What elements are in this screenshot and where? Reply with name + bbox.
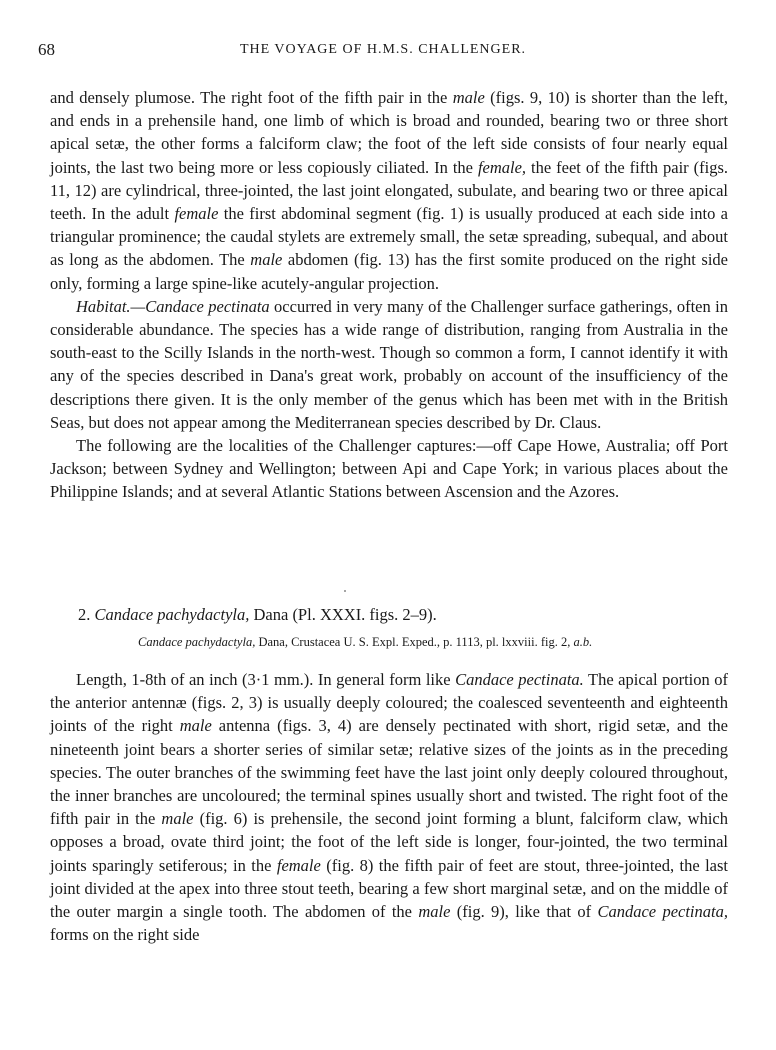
separator-dot xyxy=(344,590,346,592)
species-heading-block xyxy=(50,603,728,651)
paragraph-species-description: Length, 1-8th of an inch (3·1 mm.). In general form like Candace pectinata. The apical portion of the anterior antennæ (figs. 2, 3) is usually deeply coloured; the coalesced seventeenth and eighteenth joints of the right male antenna (figs. 3, 4) are densely pectinated with short, rigid setæ, and the nineteenth joint bears a shorter series of similar setæ; relative sizes of the joints as in the preceding species. The outer branches of the swimming feet have the last joint only deeply coloured throughout, the inner branches are uncoloured; the terminal spines usually short and twisted. The right foot of the fifth pair in the male (fig. 6) is prehensile, the second joint forming a blunt, falciform claw, which opposes a broad, ovate third joint; the foot of the left side is longer, four-jointed, the two terminal joints sparingly setiferous; in the female (fig. 8) the fifth pair of feet are stout, three-jointed, the last joint divided at the apex into three stout teeth, bearing a few short marginal setæ, and on the middle of the outer margin a single tooth. The abdomen of the male (fig. 9), like that of Candace pectinata, forms on the right side xyxy=(50,670,729,945)
body-text-upper xyxy=(50,86,728,504)
page-number: 68 xyxy=(38,40,55,59)
body-text-lower xyxy=(50,668,728,946)
running-title: THE VOYAGE OF H.M.S. CHALLENGER. xyxy=(239,42,527,57)
synonymy-reference: Candace pachydactyla, Dana, Crustacea U. S. Expl. Exped., p. 1113, pl. lxxviii. fig. 2, a.b. xyxy=(138,635,593,649)
paragraph-habitat: Habitat.—Candace pectinata occurred in very many of the Challenger surface gatherings, often in considerable abundance. The species has a wide range of distribution, ranging from Australia in the south-east to the Scilly Islands in the north-west. Though so common a form, I cannot identify it with any of the species described in Dana's great work, probably on account of the insufficiency of the descriptions there given. It is the only member of the genus which has been met with in the British Seas, but does not appear among the Mediterranean species described by Dr. Claus. xyxy=(50,296,728,432)
page-header xyxy=(38,40,728,64)
paragraph-description-continued: and densely plumose. The right foot of the fifth pair in the male (figs. 9, 10) is shorter than the left, and ends in a prehensile hand, one limb of which is broad and rounded, bearing two or three short apical setæ, the other forms a falciform claw; the foot of the left side consists of four nearly equal joints, the last two being more or less copiously ciliated. In the female, the feet of the fifth pair (figs. 11, 12) are cylindrical, three-jointed, the last joint elongated, subulate, and bearing two or three apical teeth. In the adult female the first abdominal segment (fig. 1) is usually produced at each side into a triangular prominence; the caudal stylets are extremely small, the setæ spreading, subequal, and about as long as the abdomen. The male abdomen (fig. 13) has the first somite produced on the right side only, forming a large spine-like acutely-angular projection. xyxy=(50,88,729,293)
species-heading: 2. Candace pachydactyla, Dana (Pl. XXXI. figs. 2–9). xyxy=(78,605,437,624)
paragraph-localities: The following are the localities of the Challenger captures:—off Cape Howe, Australia; off Port Jackson; between Sydney and Wellington; between Api and Cape York; in various places about the Philippine Islands; and at several Atlantic Stations between Ascension and the Azores. xyxy=(50,436,728,502)
